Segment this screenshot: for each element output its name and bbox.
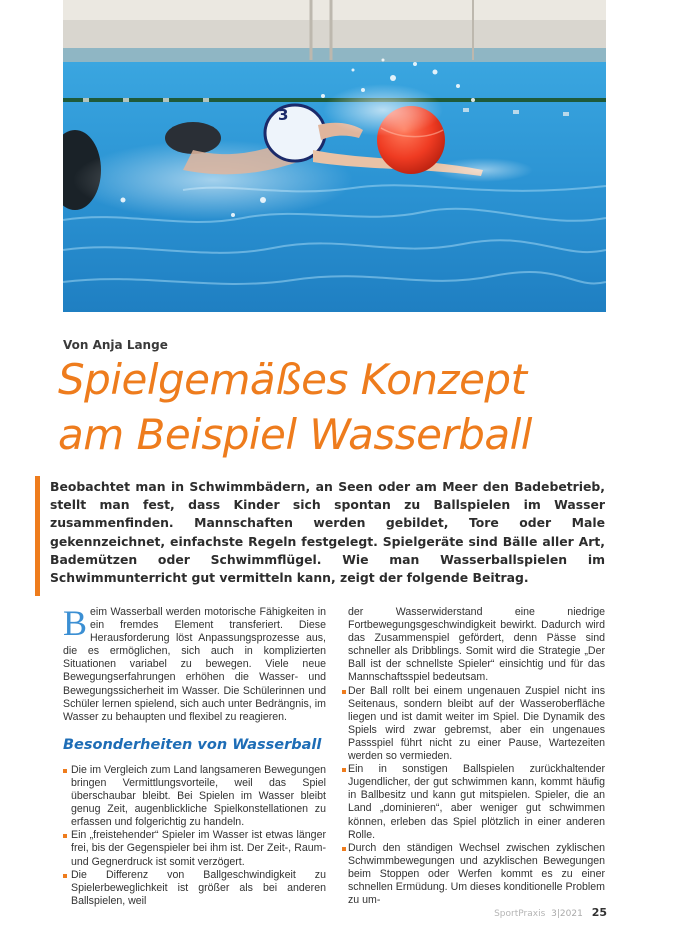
byline: Von Anja Lange	[63, 338, 168, 352]
list-item: Durch den ständigen Wechsel zwischen zyklischen Schwimmbewegungen und azyklischen Bewegungen beim Stoppen oder Werfen kommt es zu einer schnellen Ermüdung. Um dieses konditionelle Problem zu um-	[342, 842, 605, 907]
body-column-left	[63, 603, 326, 908]
bullet-square-icon	[63, 769, 67, 773]
water-polo-photo	[63, 0, 606, 312]
list-item: Die im Vergleich zum Land langsameren Bewegungen bringen Vermittlungsvorteile, weil das Spiel überschaubar bleibt. Bei Spielen im Wasser bleibt genug Zeit, augenblickliche Spielkonstellationen zu erfassen und folgerichtig zu handeln.	[63, 764, 326, 829]
bullet-square-icon	[342, 768, 346, 772]
continuation-paragraph: der Wasserwiderstand eine niedrige Fortbewegungsgeschwindigkeit bewirkt. Dadurch wird das Zusammenspiel gefördert, denn Pässe sind schneller als Dribblings. Somit wird die Strategie „Der Ball ist der schnellste Spieler“ einsichtig und für das Mannschaftsspiel bedeutsam.	[348, 606, 605, 684]
cap-number: 3	[278, 106, 289, 124]
lead-accent-bar	[35, 476, 40, 596]
bullet-list-right	[342, 685, 605, 908]
intro-text: eim Wasserball werden motorische Fähigkeiten in ein fremdes Element transferiert. Diese Herausforderung löst Anpassungsprozesse aus, die es ermöglichen, sich auch in komplizierten Situationen variabel zu bewegen. Viele neue Bewegungserfahrungen erhöhen die Wasser- und Bewegungssicherheit im Wasser. Die Schülerinnen und Schüler lernen spielend, sich auch unter Bedrängnis, im Wasser zu behaupten und flexibel zu reagieren.	[63, 606, 326, 723]
section-subhead: Besonderheiten von Wasserball	[63, 736, 322, 753]
page-number: 25	[591, 906, 607, 919]
list-item: Ein in sonstigen Ballspielen zurückhaltender Jugendlicher, der gut schwimmen kann, kommt häufig in Ballbesitz und kann gut mitspielen. Spieler, die an Land „dominieren“, aber weniger gut schwimmen können, erleben das Spiel plötzlich in einer anderen Rolle.	[342, 763, 605, 842]
list-item: Ein „freistehender“ Spieler im Wasser ist etwas länger frei, bis der Gegenspieler bei ihm ist. Der Zeit-, Raum- und Gegnerdruck ist somit verzögert.	[63, 829, 326, 868]
list-item: Die Differenz von Ballgeschwindigkeit zu Spielerbeweglichkeit ist größer als bei anderen Ballspielen, weil	[63, 869, 326, 908]
bullet-square-icon	[342, 690, 346, 694]
article-headline	[58, 352, 658, 462]
magazine-name: SportPraxis	[494, 909, 546, 919]
bullet-list-left	[63, 764, 326, 908]
list-item: Der Ball rollt bei einem ungenauen Zuspiel nicht ins Seitenaus, sondern bleibt auf der Wasseroberfläche liegen und ist damit weiter im Spiel. Die Dynamik des Spiels wird zwar gebremst, aber ein ungenaues Passspiel führt nicht zu einer Pause, Wartezeiten werden so vermieden.	[342, 685, 605, 764]
page-footer	[494, 906, 607, 919]
headline-line-1: Spielgemäßes Konzept	[58, 355, 527, 404]
bullet-square-icon	[63, 834, 67, 838]
hero-photo	[63, 0, 606, 312]
bullet-square-icon	[342, 847, 346, 851]
intro-paragraph	[63, 603, 326, 724]
drop-cap: B	[63, 603, 88, 643]
headline-line-2: am Beispiel Wasserball	[58, 410, 532, 459]
issue-number: 3|2021	[551, 909, 583, 919]
body-column-right	[342, 606, 605, 907]
lead-paragraph: Beobachtet man in Schwimmbädern, an Seen oder am Meer den Badebetrieb, stellt man fest, dass Kinder sich spontan zu Ballspielen im Wasser zusammenfinden. Mannschaften werden gebildet, Tore oder Male gekennzeichnet, einfachste Regeln festgelegt. Spielgeräte sind Bälle aller Art, Bademützen oder Schwimmflügel. Wie man Wasserballspielen im Schwimmunterricht gut vermitteln kann, zeigt der folgende Beitrag.	[50, 479, 605, 586]
bullet-square-icon	[63, 874, 67, 878]
